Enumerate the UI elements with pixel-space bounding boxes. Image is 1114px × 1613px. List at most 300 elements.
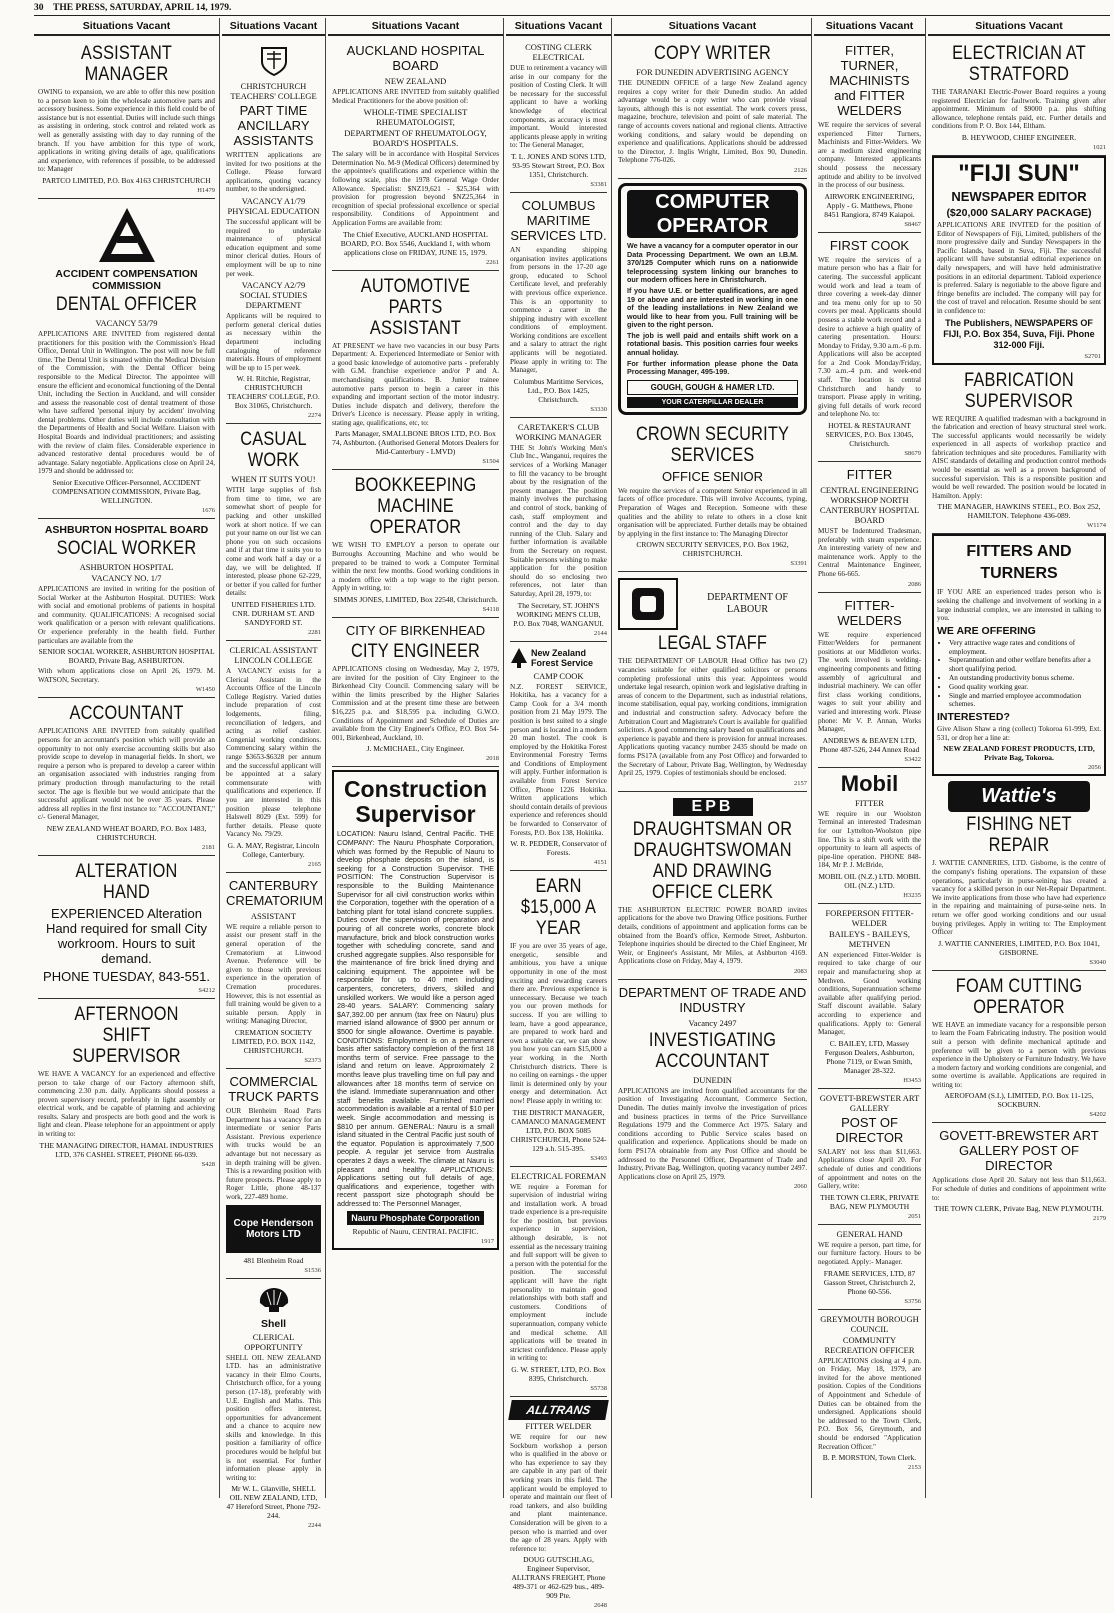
ad-greymouth xyxy=(818,1310,921,1476)
ad-ref: 2051 xyxy=(908,1212,921,1220)
ad-title: "FIJI SUN" xyxy=(958,159,1080,187)
ad-bookkeeping xyxy=(332,470,499,618)
shell-icon xyxy=(226,1286,321,1314)
ad-body: OWING to expansion, we are able to offer this new position to a person keen to join the wholesale automotive parts and accessory business. Some experience in this field could be of assistance but is not essential. Duties will include such things as assisting in ordering, stock control and related work as well as generally assisting with day to day running of the branch. If you have ambition for this type of work, applications in writing giving details of age, qualifications and experience, with references if possible, to be addressed to: Manager xyxy=(38,88,215,174)
ad-title: AFTERNOON SHIFT SUPERVISOR xyxy=(72,1003,181,1067)
ad-body: The job is well paid and entails shift work on a rotational basis. This position carries four weeks annual holiday. xyxy=(627,330,798,358)
ad-vacancy: VACANCY A2/79 SOCIAL STUDIES DEPARTMENT xyxy=(239,280,308,311)
ad-subtitle: OFFICE SENIOR xyxy=(661,468,764,484)
ad-construction-supervisor xyxy=(332,770,499,1249)
ad-body: WRITTEN applications are invited for two positions at the College. Please forward applications, quoting vacancy number, to the undersigned. xyxy=(226,151,321,194)
ad-alteration-hand xyxy=(38,856,215,999)
ad-draughtsman xyxy=(618,792,807,980)
epb-logo: EPB xyxy=(673,798,753,816)
ad-body: APPLICATIONS are invited from qualified accountants for the position of Investigating Accountant, Commerce Section, Dunedin. The duties mainly involve the investigation of prices and business practices in terms of the Price Surveillance Regulations 1979 and the Commerce Act 1975. Salary and conditions according to Public Service scales based on qualification and experience. Applications should be made on form PS17A obtainable from any Post Office and should be addressed to the Personnel Officer, Department of Trade and Industry, Private Bag, Wellington, quoting vacancy number 2497. Applications close on April 25, 1979. xyxy=(618,1086,807,1181)
ad-body: APPLICATIONS ARE INVITED from suitably qualified Medical Practitioners for the above position of: xyxy=(332,88,499,105)
ad-title: CAMP COOK xyxy=(533,670,584,681)
labour-header xyxy=(618,578,807,630)
ad-title: GENERAL HAND xyxy=(836,1228,903,1239)
ad-ref: 2165 xyxy=(308,860,321,868)
ad-title: ASSISTANT MANAGER xyxy=(80,43,173,85)
column-4 xyxy=(506,18,612,1610)
ad-title: FISHING NET REPAIR xyxy=(966,814,1072,857)
ad-address: FRAME SERVICES, LTD, 87 Gasson Street, Christchurch 2, Phone 60-556. xyxy=(823,1268,916,1296)
ad-costing-clerk xyxy=(510,38,607,193)
ad-ref: 1676 xyxy=(202,507,215,515)
ad-body: APPLICATIONS closing at 4 p.m. on Friday, May 18, 1979, are invited for the above mentioned position. Copies of the Conditions of Appointment and Schedule of Duties can be obtained from the undersigned. Applications should be addressed to the Town Clerk, P.O. Box 56, Greymouth, and should be endorsed "Application Recreation Officer." xyxy=(818,1356,921,1451)
ad-wattie xyxy=(932,776,1106,970)
ad-body: WE require a person, part time, for our furniture factory. Hours to be negotiated. Apply:- Manager. xyxy=(818,1240,921,1266)
section-heading: Situations Vacant xyxy=(506,18,611,36)
ad-title: FOREPERSON FITTER-WELDER xyxy=(825,907,914,928)
ad-body: The salary will be in accordance with Hospital Services Determination No. M-9 (Medical Officers) determined by the appointee's qualifications and experience within the following scale, plus the 1978 General Wage Order Allowance. Specialist: $NZ19,621 - $25,364 with provision for progression beyond $NZ25,364 in recognition of special professional excellence or special responsibility. Conditions of Appointment and Application Forms are available from: xyxy=(332,150,499,227)
watties-logo: Wattie's xyxy=(948,781,1090,812)
ad-org: CHRISTCHURCH TEACHERS' COLLEGE xyxy=(230,81,317,101)
ad-truck-parts xyxy=(226,1069,321,1279)
ad-body: WE require experienced Fitter/Welders for permanent positions at our Middleton works. The work involved is welding-engineering components and fitting assembly of agricultural and industrial machinery. We can offer first class working conditions, wages to suit your ability and varied and interesting work. Please phone: Mr V. P. Annan, Works Manager, xyxy=(818,630,921,734)
ad-govett-brewster xyxy=(932,1123,1106,1226)
ad-org: BAILEYS - BAILEYS, METHVEN xyxy=(829,928,910,949)
ad-club-manager xyxy=(510,418,607,642)
ad-earn-15000 xyxy=(510,871,607,1166)
mobil-logo: Mobil xyxy=(840,770,899,796)
forest-service-logo xyxy=(510,647,607,669)
ad-alltrans xyxy=(510,1397,607,1613)
ad-title: ACCOUNTANT xyxy=(69,703,184,725)
ad-title: CASUAL WORK xyxy=(240,429,307,472)
ad-first-cook xyxy=(818,233,921,462)
ad-title: CITY ENGINEER xyxy=(350,641,481,663)
ad-title: COMMUNITY RECREATION OFFICER xyxy=(824,1334,915,1355)
ad-address: Mr W. L. Glanville, SHELL OIL NEW ZEALAND, LTD, 47 Hereford Street, Phone 792-244. xyxy=(226,1484,321,1521)
ad-title: INVESTIGATING ACCOUNTANT xyxy=(648,1029,777,1072)
ad-address: G. A. MAY, Registrar, Lincoln College, Canterbury. xyxy=(227,840,320,859)
ad-body: OUR Blenheim Road Parts Department has a vacancy for an intermediate or senior Parts Assistant. Previous experience with trucks would be an advantage but not necessary as in depth training will be given. This is a rewarding position with future prospects. Please apply to Roger Little, phone 48-137 work, 227-489 home. xyxy=(226,1107,321,1201)
ad-auckland-hospital xyxy=(332,38,499,271)
ad-signature: B. HEYWOOD, CHIEF ENGINEER. xyxy=(961,132,1077,142)
section-heading: Situations Vacant xyxy=(614,18,811,36)
ad-address: THE MANAGER, HAWKINS STEEL, P.O. Box 252, HAMILTON. Telephone 436-089. xyxy=(937,502,1101,521)
ad-address: THE TOWN CLERK, PRIVATE BAG, NEW PLYMOUTH xyxy=(820,1192,919,1211)
benefit-list xyxy=(937,639,1101,709)
college-crest-icon xyxy=(226,45,321,77)
ad-address: ANDREWS & BEAVEN LTD, Phone 487-526, 244 Annex Road xyxy=(819,735,920,754)
ad-dental-officer xyxy=(38,199,215,519)
ad-title: COMPUTER OPERATOR xyxy=(627,190,798,238)
ad-org: GREYMOUTH BOROUGH COUNCIL xyxy=(820,1313,919,1334)
ad-subtitle: FOR DUNEDIN ADVERTISING AGENCY xyxy=(636,67,789,77)
ad-body: WE WISH TO EMPLOY a person to operate our Burroughs Accounting Machine and who would be prepared to be trained to work a Computer Terminal within the next few months. Good working conditions in a modern office with a top wage to the right person. Apply in writing, to: xyxy=(332,541,499,593)
ad-ref: H1479 xyxy=(197,186,215,194)
ad-body: WE require the services of several experienced Fitter Turners, Machinists and Fitter-Welders. We are a medium sized engineering company. Interested applicants should possess the necessary aptitude and ability to be involved in the process of our business. xyxy=(818,121,921,190)
ad-address: T. L. JONES AND SONS LTD, 93-95 Stewart Street, P.O. Box 1351, Christchurch. xyxy=(510,151,606,179)
ad-address: SIMMS JONES, LIMITED, Box 22548, Christchurch. xyxy=(333,595,498,605)
ad-body: Applicants will be required to perform general clerical duties as necessary within the department including cataloguing of reference materials. Hours of employment will be up to 15 per week. xyxy=(226,312,321,372)
ad-address: Parts Manager, SMALLBONE BROS LTD, P.O. Box 74, Ashburton. (Authorised General Motors Dealers for Mid-Canterbury - LMVD) xyxy=(332,429,499,457)
ad-title: COMMERCIAL TRUCK PARTS xyxy=(228,1074,319,1104)
ad-body: WE require in our Woolston Terminal an interested Tradesman for our Lyttelton-Woolston pipe line. This is a shift work with the opportunity to learn all aspects of pipe-line operation. PHONE 848-184, Mr P. J. McBride, xyxy=(818,809,921,870)
column-7 xyxy=(928,18,1110,1498)
ad-ref: 2056 xyxy=(1088,764,1101,772)
ad-fabrication-supervisor xyxy=(932,365,1106,535)
ad-org: GOVETT-BREWSTER ART GALLERY xyxy=(819,1092,920,1113)
ad-body: Applications close April 20. Salary not less than $11,663. For schedule of duties and conditions of appointment write to: xyxy=(932,1176,1106,1202)
ad-address: The Secretary, ST. JOHN'S WORKING MEN'S CLUB, P.O. Box 7048, WANGANUI. xyxy=(513,600,604,628)
ad-ref: H3235 xyxy=(903,891,921,899)
ad-body: THE ASHBURTON ELECTRIC POWER BOARD invites applications for the above two Drawing Office positions. Further details, conditions of appointment and application forms can be obtained from the Board's office, Kermode Street, Ashburton. Telephone inquiries should be directed to the Chief Engineer, Mr Weir, or Engineer's Assistant, Mr Miles, at Ashburton 4169. Applications close on Friday, May 4, 1979. xyxy=(618,905,807,966)
ad-crematorium xyxy=(226,873,324,1069)
ad-body: IF YOU ARE an experienced trades person who is seeking the challenge and involvement of working in a large industrial complex, we are interested in talking to you. xyxy=(937,588,1101,623)
ad-title: FITTER WELDER xyxy=(525,1420,592,1431)
ad-vacancy: Vacancy 2497 xyxy=(688,1017,737,1028)
ad-ref: 4151 xyxy=(594,859,607,867)
ad-body: AN experienced Fitter-Welder is required to take charge of our repair and manufacturing shop at Methven. Good working conditions, Superannuation scheme available after qualifying period. Staff discount available. Salary according to experience and qualifications. Apply to: General Manager, xyxy=(818,950,921,1037)
ad-ref: S3391 xyxy=(790,560,807,568)
ad-legal-staff xyxy=(618,572,807,791)
ad-title: FITTER, TURNER, MACHINISTS and FITTER WELDERS xyxy=(829,43,910,118)
ad-body: APPLICATIONS ARE INVITED from suitably qualified persons for an accountant's position which will provide an opportunity to not only exercise accounting skills but also provide scope to develop in managerial fields. In short, we require a person who is prepared to develop a career within an organisation associated with industries ranging from primary production through manufacturing to the retail sector. The age is flexible but we would anticipate that the successful applicant would not be over 35 years. Please address all replies in the first instance to: "ACCOUNTANT," c/- General Manager, xyxy=(38,727,215,822)
ad-body: The successful applicant will be required to undertake maintenance of physical education equipment and some minor clerical duties. Hours of employment will be up to nine per week. xyxy=(226,217,321,278)
ad-ref: S3330 xyxy=(590,405,607,413)
ad-title: BOOKKEEPING MACHINE OPERATOR xyxy=(354,475,477,539)
ad-body: THE DUNEDIN OFFICE of a large New Zealand agency requires a copy writer for their Dunedin studio. An added advantage would be a copy writer who can provide visual layouts, although this is not essential. The work covers press, magazine, brochure, television and point of sale material. The range of accounts covers national and regional clients. Attractive working conditions, and salary would be depending on experience and qualifications. Applications should be addressed to the Director, J. Inglis Wright, Limited, Box 90, Dunedin. Telephone 776-026. xyxy=(618,79,807,165)
ad-ref: S2701 xyxy=(1084,352,1101,360)
ad-city-engineer xyxy=(332,618,499,767)
ad-ref: S3040 xyxy=(1089,958,1106,966)
ad-title: COLUMBUS MARITIME SERVICES LTD. xyxy=(510,197,607,243)
ad-ref: W1174 xyxy=(1087,522,1106,530)
ad-body: We have a vacancy for a computer operator in our Data Processing Department. We own an I.B.M. 370/125 Computer which runs on a nationwide teleprocessing system linking our branches to our modern offices here in Christchurch. xyxy=(627,240,798,285)
ad-investigating-accountant xyxy=(618,980,807,1195)
ad-title: DRAUGHTSMAN OR DRAUGHTSWOMAN AND DRAWING OFFICE CLERK xyxy=(632,818,793,903)
ad-address: PARTCO LIMITED, P.O. Box 4163 CHRISTCHURCH xyxy=(42,175,211,185)
ad-ref: 2281 xyxy=(308,629,321,636)
ad-lincoln-clerical xyxy=(226,641,321,873)
ad-subtitle: WHEN IT SUITS YOU! xyxy=(231,474,316,485)
ad-casual-work xyxy=(226,424,321,641)
ad-subtitle: NEW ZEALAND xyxy=(384,76,447,86)
ad-body: THE TARANAKI Electric-Power Board requires a young registered Electrician for faultwork. Training given after appointment. Minimum of $9000 p.a. plus shifting allowance, telephone rentals paid, etc. Further details and conditions from P. O. Box 144, Eltham. xyxy=(932,88,1106,131)
ad-title: FIRST COOK xyxy=(829,237,910,253)
ad-signature: W. R. PEDDER, Conservator of Forests. xyxy=(510,839,607,858)
ad-body: J. WATTIE CANNERIES, LTD. Gisborne, is the centre of the company's fishing operations. The expansion of these operations, particularly in purse-seining has created a vacancy for a skilled person in our Net-Repair Department. We invite applications from those who have had experience in the repairing and maintaining of purse-seine nets. In return we offer good working conditions and our usual buying privileges. Apply in writing to: The Employment Officer xyxy=(932,859,1106,937)
ad-computer-operator xyxy=(618,183,807,415)
ad-address: HOTEL & RESTAURANT SERVICES, P.O. Box 13045, Christchurch. xyxy=(825,421,914,449)
dealer-logo xyxy=(226,1205,321,1253)
ad-title: CANTERBURY CREMATORIUM xyxy=(226,877,324,908)
ad-body: If you have U.E. or better qualifications, are aged 19 or above and are interested in working in one of the leading installations in New Zealand we would like to hear from you. Full training will be given to the right person. xyxy=(627,285,798,330)
ad-interested: INTERESTED? xyxy=(937,711,1010,724)
ad-salary: ($20,000 SALARY PACKAGE) xyxy=(946,206,1092,219)
benefit-item: • An outstanding productivity bonus scheme. xyxy=(949,674,1101,683)
ad-ref: 2083 xyxy=(794,967,807,975)
ad-subtitle: ASHBURTON HOSPITAL xyxy=(79,562,174,573)
ad-address: DOUG GUTSCHLAG, Engineer Supervisor, ALLTRANS FREIGHT, Phone 489-371 or 462-629 bus., 489-909 Pte. xyxy=(511,1555,606,1601)
ad-body: AT PRESENT we have two vacancies in our busy Parts Department: A. Experienced Intermediate or Senior with a good basic knowledge of automotive parts - preferably with G.M. franchise experience and/or P and A. merchandising qualifications. B. Junior trainee automotive parts person to begin a career in this expanding and important section of the motor industry. Duties include dispatch and delivery, therefore the Driver's Licence is necessary. Please apply in writing, stating age, qualifications, etc, to: xyxy=(332,341,499,427)
ad-fitter-turner xyxy=(818,38,921,233)
column-3 xyxy=(328,18,504,1498)
ad-org: ACCIDENT COMPENSATION COMMISSION xyxy=(55,267,198,292)
column-5 xyxy=(614,18,812,1498)
ad-body: APPLICATIONS are invited in writing for the position of Social Worker at the Ashburton Hospital. DUTIES: Work with social and emotional problems of patients in hospital and community. QUALIFICATIONS: A recognised social work qualification or a person with relevant qualifications. Or experience preferably in the health field. Further particulars are available from the xyxy=(38,585,215,645)
ad-ref: 2086 xyxy=(908,580,921,588)
ad-fitters-turners xyxy=(932,534,1106,776)
ad-ref: 2144 xyxy=(594,629,607,637)
ad-ref: 2153 xyxy=(908,1464,921,1472)
ad-title: FITTERS AND TURNERS xyxy=(966,543,1072,583)
ad-electrical-foreman xyxy=(510,1167,607,1397)
ad-body: WE require for our new Sockburn workshop a person who is qualified in the above or who has experience to say they are capable in any part of their working years in this field. The applicant would be employed to operate and maintain our fleet of road tankers, and also building and plant maintenance. Consideration will be given to a person who is married and over the age of 28 years. Apply with reference to: xyxy=(510,1432,607,1553)
masthead xyxy=(34,3,1110,16)
ad-title: FOAM CUTTING OPERATOR xyxy=(955,975,1083,1018)
ad-ref: S3422 xyxy=(904,755,921,763)
ad-title: COPY WRITER xyxy=(654,43,771,64)
ad-ref: S428 xyxy=(201,1160,215,1168)
ad-govett-brewster-small xyxy=(818,1089,921,1225)
ad-body: WE REQUIRE A qualified tradesman with a background in the fabrication and erection of heavy structural steel work. The successful applicants would necessarily be widely experienced in all aspects of workshop practice and fabrication techniques and site procedures. Familiarity with AISC standards of detailing and production control methods would be essential as well as a proven background of successful supervision. This is a responsible position and would be well rewarded. The position would be located in Hamilton. Apply: xyxy=(932,414,1106,500)
ad-vacancy: VACANCY A1/79 PHYSICAL EDUCATION xyxy=(227,195,320,216)
ad-close: With whom applications close on April 26, 1979. M. WATSON, Secretary. xyxy=(38,667,215,684)
ad-address: C. BAILEY, LTD, Massey Ferguson Dealers, Ashburton, Phone 7119, or Ewan Smith, Manager 28-322. xyxy=(824,1038,915,1075)
ad-general-hand xyxy=(818,1225,921,1310)
ad-address: Senior Executive Officer-Personnel, ACCIDENT COMPENSATION COMMISSION, Private Bag, WELLINGTON. xyxy=(52,478,201,506)
ad-title: DENTAL OFFICER xyxy=(55,293,198,315)
ad-body: WE require a Foreman for supervision of industrial wiring and installation work. A broad trade experience is a pre-requisite for the position, but previous experience in supervision, although desirable, is not essential as the necessary training and full support will be given to a person with the potential for the position. The successful applicant will have the right personality to maintain good relationships with both staff and customers. Conditions of employment include superannuation, company vehicle and medical scheme. All applications will be treated in strictest confidence. Please apply in writing to: xyxy=(510,1182,608,1363)
ad-vacancy: VACANCY 53/79 xyxy=(95,317,158,328)
ad-ref: S8679 xyxy=(904,450,921,458)
ad-ref: S3756 xyxy=(904,1297,921,1305)
ad-body: WE require a reliable person to assist our present staff in the general operation of the Crematorium at Linwood Avenue. Preference will be given to those with previous experience in the operation of Cremation procedures. However, this is not essential as full training would be given to a suitable person. Apply in writing: Managing Director, xyxy=(226,922,321,1026)
ad-body: APPLICATIONS closing on Wednesday, May 2, 1979, are invited for the position of City Engineer to the Birkenhead City Council. Commencing salary will be within the limits prescribed by the Higher Salaries Commission and at the present time these are between $16,225 p.a. and $18,595 p.a. including G.W.O. Conditions of Appointment and Schedule of Duties are available from the City Engineer's Office, P.O. Box 54-001, Birkenhead, Auckland, 10. xyxy=(332,665,499,742)
section-heading: Situations Vacant xyxy=(928,18,1110,36)
page-number: 30 xyxy=(34,3,44,13)
ad-subtitle: ASSISTANT xyxy=(250,910,297,921)
ad-title: ALTERATION HAND xyxy=(75,860,178,903)
ad-ref: S8467 xyxy=(904,220,921,228)
ad-body: For further information please phone the Data Processing Manager, 495-199. xyxy=(627,358,798,377)
ad-mobil xyxy=(818,768,921,904)
ad-teachers-college xyxy=(226,38,321,424)
ad-ref: 2157 xyxy=(794,779,807,787)
ad-subtitle: DUNEDIN xyxy=(693,1074,732,1085)
ad-address: AIRWORK ENGINEERING, Apply - G. Matthews, Phone 8451 Rangiora, 8749 Kaiapoi. xyxy=(824,191,915,219)
ad-title: SOCIAL WORKER xyxy=(56,538,197,560)
ad-body: SHELL OIL NEW ZEALAND LTD. has an administrative vacancy in their Elmo Courts, Christchurch office, for a young person (17-18), preferably with U.E. English and Maths. This position offers interest, opportunities for advancement and a chance to acquire new skills and knowledge. In this position a familiarity of office procedures would be helpful but is not essential. For further information please apply in writing to: xyxy=(226,1353,321,1482)
dealer-logo-text: Cope Henderson Motors LTD xyxy=(233,1217,314,1240)
ad-ref: S3493 xyxy=(590,1154,607,1162)
ad-address: The Publishers, NEWSPAPERS OF FIJI, P.O. Box 354, Suva, Fiji. Phone 312-000 Fiji. xyxy=(943,317,1095,350)
labour-dept-icon xyxy=(618,578,678,630)
ad-signature: J. McMICHAEL, City Engineer. xyxy=(366,744,465,754)
ad-body: APPLICATIONS ARE INVITED from registered dental practitioners for this position with the Commission's Head Office, Dental Unit in Wellington. The post will now be full time. The Dental Unit is situated within the Medical Division of the Commission, with the Dental Officer being responsible to the Medical Director. The appointee will ensure the efficient and economical functioning of the Dental Unit, including the Section in Auckland, and will consider and assess the reasonable cost of dental treatment of those who have suffered 'personal injury by accident' involving dental problems. Other duties will include consultation with the Departments of Health and Social Welfare. Liaison with Hospital Boards and individual practitioners; and assisting with the review of claim files. Considerable experience in advanced restorative dental procedures would be of advantage. Salary negotiable. Applications close on April 24, 1979 and should be addressed to: xyxy=(38,329,215,476)
ad-ref: 2179 xyxy=(1093,1215,1106,1223)
ad-title: CLERICAL OPPORTUNITY xyxy=(244,1331,303,1352)
ad-address: MOBIL OIL (N.Z.) LTD. MOBIL OIL (N.Z.) LTD. xyxy=(818,871,921,890)
ad-address: J. WATTIE CANNERIES, LIMITED, P.O. Box 1041, GISBORNE. xyxy=(938,938,1100,957)
ad-title: FITTER-WELDERS xyxy=(837,597,902,628)
ad-address: CROWN SECURITY SERVICES, P.O. Box 1962, CHRISTCHURCH. xyxy=(636,540,789,559)
ad-title: CARETAKER'S CLUB WORKING MANAGER xyxy=(515,421,602,442)
ad-ref: 2261 xyxy=(486,258,499,266)
ad-address: UNITED FISHERIES LTD. CNR. DURHAM ST. AND SANDYFORD ST. xyxy=(231,600,316,627)
ad-title: LEGAL STAFF xyxy=(657,633,768,655)
ad-address: NEW ZEALAND FOREST PRODUCTS, LTD, Private Bag, Tokoroa. xyxy=(943,744,1095,763)
ad-address: The Chief Executive, AUCKLAND HOSPITAL BOARD, P.O. Box 5546, Auckland 1, with whom applications close on FRIDAY, JUNE 15, 1979. xyxy=(340,229,491,257)
ad-title: AUTOMOTIVE PARTS ASSISTANT xyxy=(360,275,471,339)
ad-address: Republic of Nauru, CENTRAL PACIFIC. xyxy=(352,1226,479,1236)
forest-service-text: New Zealand Forest Service xyxy=(531,647,594,668)
ad-ref: 2244 xyxy=(308,1522,321,1530)
ad-ref: S4202 xyxy=(1089,1111,1106,1119)
column-2 xyxy=(222,18,326,1530)
ad-ref: 2060 xyxy=(794,1183,807,1191)
ad-body: THE St John's Working Men's Club Inc., Wanganui, requires the services of a Working Manager to fill the vacancy to be brought about by the resignation of the present manager. The position mainly involves the purchasing and control of stock, banking of cash, staff employment and control and the day to day running of the Club. Salary and further information is available from the Secretary on request. Suitable persons wishing to make application for the position should do so enclosing two references, not later than Saturday, April 28, 1979, to: xyxy=(510,443,607,598)
section-heading: Situations Vacant xyxy=(222,18,325,36)
ad-body: WE HAVE A VACANCY for an experienced and effective person to take charge of our Factory afternoon shift, commencing 2.30 p.m. daily. Applicants should possess a proven supervisory record, preferably in light assembly or electrical work, and be capable of planning and achieving results. Salary and prospects are both good and the work is light and clean. Please telephone for an appointment or apply in writing to: xyxy=(38,1069,215,1139)
ad-title: PART TIME ANCILLARY ASSISTANTS xyxy=(233,103,314,148)
ad-subtitle: NEWSPAPER EDITOR xyxy=(951,188,1087,204)
ad-address: THE TOWN CLERK, Private Bag, NEW PLYMOUTH. xyxy=(934,1204,1104,1214)
ad-org: CENTRAL ENGINEERING WORKSHOP NORTH CANTERBURY HOSPITAL BOARD xyxy=(819,485,920,526)
ad-title: FITTER xyxy=(846,467,893,483)
ad-department: DEPARTMENT OF RHEUMATOLOGY, BOARD'S HOSPITALS. xyxy=(344,128,487,149)
ad-title: ELECTRICAL FOREMAN xyxy=(510,1170,607,1181)
ad-ref: S4118 xyxy=(482,606,499,614)
ad-title: GOVETT-BREWSTER ART GALLERY POST OF DIRECTOR xyxy=(939,1128,1099,1174)
ad-signature: B. P. MORSTON, Town Clerk. xyxy=(822,1453,917,1463)
ad-body: THE DEPARTMENT OF LABOUR Head Office has two (2) vacancies suitable for either qualified solicitors or persons completing professional units this year. Appointees would undertake legal research, opinion work and legislative drafting in areas of concern to the Department, such as industrial relations, income stabilisation, equal pay, working conditions, immigration and industrial and construction safety. Advocacy before the Arbitration Court and Magistrate's Court is available for qualified solicitors. A good commencing salary based on qualifications and experience is payable and there is provision for annual increases. Applications quoting vacancy number 2435 should be made on forms PS17A (available from any Post Office) and forwarded to the Secretary of Labour, Private Bag, Wellington, by Wednesday April 25, 1979. Copies of testimonials should be enclosed. xyxy=(618,657,807,778)
ad-title: AUCKLAND HOSPITAL BOARD xyxy=(346,43,485,73)
benefit-item: • Very attractive wage rates and conditions of employment. xyxy=(949,639,1101,657)
ad-body: SALARY not less than $11,663. Applications close April 20. For schedule of duties and conditions of appointment and notes on the Gallery, write: xyxy=(818,1147,921,1191)
ad-offer-heading: WE ARE OFFERING xyxy=(937,624,1036,637)
ad-ref: 2018 xyxy=(486,755,499,763)
ad-org: DEPARTMENT OF LABOUR xyxy=(707,592,788,616)
acc-logo xyxy=(38,206,215,264)
ad-title: CROWN SECURITY SERVICES xyxy=(635,423,790,466)
ad-address: AEROFOAM (S.I.), LIMITED, P.O. Box 11-125, SOCKBURN. xyxy=(944,1091,1094,1110)
ad-social-worker xyxy=(38,519,215,698)
ad-body: WE require the services of a mature person who has a flair for catering. The successful applicant would work and lead a team of three covering a week-day dinner and tea menu only for up to 50 covers per meal. Applicants should possess a stable work record and a desire to achieve a high quality of catering presentation. Hours: Monday to Friday, 9.30 a.m.-6 p.m. Applications will also be accepted for a 2nd Cook Monday/Friday, 7.30 a.m.-4 p.m. and week-end staff. The location is central Christchurch and handy to transport. Please apply in writing, giving full details of work record and telephone No. to: xyxy=(818,255,921,419)
ad-electrician xyxy=(932,38,1106,156)
ad-copy-writer xyxy=(618,38,807,179)
ad-address: THE MANAGING DIRECTOR, HAMAL INDUSTRIES LTD, 376 CASHEL STREET, PHONE 66-039. xyxy=(39,1140,214,1159)
ad-ref: 2181 xyxy=(202,843,215,851)
ad-foam-cutting xyxy=(932,971,1106,1124)
column-1 xyxy=(34,18,220,1498)
ad-body: Give Alison Shaw a ring (collect) Tokoroa 61-999, Ext. 531, or drop her a line at: xyxy=(937,725,1101,742)
ad-ref: S4212 xyxy=(198,986,215,994)
ad-ref: S2373 xyxy=(304,1057,321,1064)
ad-address: CREMATION SOCIETY LIMITED, P.O. BOX 1142, CHRISTCHURCH. xyxy=(231,1028,316,1055)
ad-body: LOCATION: Nauru Island, Central Pacific. THE COMPANY: The Nauru Phosphate Corporation, which was formed by the Republic of Nauru to develop phosphate deposits on the island, is seeking for a Construction Supervisor. THE POSITION: The Construction Supervisor is responsible to the Building Maintenance Supervisor for all civil construction works within the Corporation, together with the operation of a batching plant for total island concrete supplies. Duties cover the supervision of preparation and pouring of all concrete works, concrete block manufacture, brick and block construction works together with scheduling concrete, sand and crushed aggregate supplies. Also responsible for the maintenance of fire brick lined drying and calcining equipment. The appointee will be responsible for up to 40 men including carpenters, concreters, drivers, skilled and unskilled workers. We would like a person aged 28-40 years. SALARY: Commencing salary $A7,392.00 per annum (tax free on Nauru) plus married island allowance of $900 per annum or $500 for single allowance. Overtime is payable. CONDITIONS: Employment is on a permanent basis after satisfactory completion of the first 18 months term of service. Free passage to the island and return on leave. Approximately 2 months leave plus travelling time on full pay and allowances after 18 months term of service on the island. Immediate superannuation and other staff benefits available. Furnished married accommodation is available at a rental of $10 per week. Single accommodation and messing is $810 per annum. GENERAL: Nauru is a small island situated in the Central Pacific just south of the equator. Population is approximately 7,500 people. A regular jet service from Australia operates 2 days a week. The climate at Nauru is pleasant and healthy. APPLICATIONS: Applications setting out full details of age, qualifications and experience, together with recent passport size photograph should be addressed to: The Personnel Manager, xyxy=(337,829,494,1208)
ad-ref: W1450 xyxy=(195,686,215,694)
ad-title: COSTING CLERK ELECTRICAL xyxy=(525,42,592,62)
ad-body: EXPERIENCED Alteration Hand required for small City workroom. Hours to suit demand. xyxy=(45,905,208,966)
section-heading: Situations Vacant xyxy=(814,18,925,36)
ad-columbus-maritime xyxy=(510,193,607,418)
benefit-item: • Superannuation and other welfare benefits after a short qualifying period. xyxy=(949,656,1101,674)
ad-title: CLERICAL ASSISTANT LINCOLN COLLEGE xyxy=(229,645,318,665)
ad-crown-security xyxy=(618,419,807,573)
shell-logo-text: Shell xyxy=(260,1317,287,1330)
ad-body: We require the services of a competent Senior experienced in all facets of office procedure. This will involve Accounts, typing, Preparation of Wages and Reception. Someone with these qualities and the ability to relate to others in a close knit organisation will be appreciated. Further details may be obtained by applying in the first instance to: The Managing Director xyxy=(618,486,807,538)
ad-automotive-parts xyxy=(332,271,499,471)
ad-body: MUST be Indentured Tradesman, preferably with steam experience. An interesting variety of new and maintenance work. Apply to the Central Maintenance Engineer, Phone 66-665. xyxy=(818,527,921,578)
ad-ref: 2126 xyxy=(794,166,807,174)
section-heading: Situations Vacant xyxy=(34,18,219,36)
ad-address: THE DISTRICT MANAGER, CAMANCO MANAGEMENT LTD, P.O. BOX 5085 CHRISTCHURCH, Phone 524-129 a.h. 515-395. xyxy=(510,1107,607,1153)
ad-ref: 2648 xyxy=(594,1602,607,1610)
ad-ref: 2274 xyxy=(308,412,321,420)
ad-address: 481 Blenheim Road xyxy=(243,1255,304,1265)
ad-body: IF you are over 35 years of age, energetic, sensible and ambitious, you have a unique opportunity in one of the most exciting and rewarding careers there are. Previous experience is unnecessary. Because we teach you our proven methods for success. If you are willing to learn, have a good appearance, are prepared to work hard and own a suitable car, we can show you how you can earn $15,000 a year working in the North Christchurch districts. There is no ceiling on earnings - the upper limit is determined only by your energy and determination. Act now! Please apply in writing to: xyxy=(510,942,607,1105)
ad-title: FABRICATION SUPERVISOR xyxy=(964,369,1074,412)
ad-address: W. H. Ritchie, Registrar, CHRISTCHURCH TEACHERS' COLLEGE, P.O. Box 31065, Christchurch. xyxy=(227,374,320,411)
tree-icon xyxy=(510,647,528,669)
ad-address: SENIOR SOCIAL WORKER, ASHBURTON HOSPITAL BOARD, Private Bag, ASHBURTON. xyxy=(38,647,215,666)
ad-accountant xyxy=(38,698,215,856)
benefit-item: • Single and married employee accommodation schemes. xyxy=(949,692,1101,710)
ad-subtitle: FITTER xyxy=(855,797,884,808)
ad-title: POST OF DIRECTOR xyxy=(835,1114,904,1145)
ad-ref: 1917 xyxy=(481,1237,494,1245)
alltrans-logo: ALLTRANS xyxy=(508,1400,609,1420)
ad-org: CITY OF BIRKENHEAD xyxy=(345,623,486,639)
ad-shell xyxy=(226,1279,321,1534)
ad-address: Columbus Maritime Services, Ltd., P.O. Box 1425, Christchurch. xyxy=(513,376,604,404)
ad-ref: S1536 xyxy=(304,1266,321,1274)
ad-body: WE HAVE an immediate vacancy for a responsible person to learn the Foam Fabricating industry. The position would suit a person with definite mechanical aptitude and preference will be given to a person with previous experience in the Upholstery or Furniture Industry. We have a modern factory and working conditions are congenial, and some overtime is available. Applications are required in writing to: xyxy=(932,1020,1106,1089)
gough-logo: GOUGH, GOUGH & HAMER LTD. xyxy=(627,380,798,395)
ad-body: A VACANCY exists for a Clerical Assistant in the Accounts Office of the Lincoln College Registry. Varied duties include preparation of cost lodgements, filing, reconciliation of ledgers, and acting as relief cashier. Congenial working conditions. Commencing salary within the range $3653-$6328 per annum and the successful applicant will be appointed at a salary commensurate with qualifications and experience. If you are interested in this position please telephone Halswell 8029 (Ext. 599) for further details. Please quote Vacancy No. 79/29. xyxy=(226,667,321,839)
ad-body: N.Z. FOREST SERVICE, Hokitika, has a vacancy for a Camp Cook for a 3/4 month position from 21 May 1979. The position is best suited to a single person and is located in a modern 20 man hostel. The cook is employed by the Hokitika Forest Environmental Forestry Terms and Conditions of Employment will apply. Further information is available from Forest Service Office, Phone 1226 Hokitika. Written applications which should contain details of previous experience and references should be forwarded to Conservator of Forests, P.O. Box 138, Hokitika. xyxy=(510,682,608,837)
benefit-item: • Good quality working gear. xyxy=(949,683,1101,692)
ad-title: EARN $15,000 A YEAR xyxy=(520,876,597,940)
ad-ref: H3453 xyxy=(903,1076,921,1084)
ad-ref: S1504 xyxy=(482,458,499,466)
ad-camp-cook xyxy=(510,642,607,872)
ad-address: G. W. STREET, LTD, P.O. Box 8395, Christchurch. xyxy=(511,1364,606,1383)
ad-fitter xyxy=(818,462,921,593)
section-heading: Situations Vacant xyxy=(328,18,503,36)
ad-org: ASHBURTON HOSPITAL BOARD xyxy=(44,524,209,537)
ad-afternoon-shift xyxy=(38,999,215,1172)
paper-date: THE PRESS, SATURDAY, APRIL 14, 1979. xyxy=(53,3,232,13)
ad-title: Construction Supervisor xyxy=(343,776,488,828)
ad-foreperson xyxy=(818,904,921,1089)
ad-phone: PHONE TUESDAY, 843-551. xyxy=(43,968,210,984)
ad-ref: 1021 xyxy=(1093,143,1106,151)
ad-body: APPLICATIONS ARE INVITED for the position of Editor of Newspapers of Fiji, Limited, publishers of the more progressive daily and Sunday Newspapers in the Pacific Islands, based in Suva, Fiji. The successful applicant will have substantial editorial experience on daily newspapers, and will have held administrative positions in an editorial department. Tabloid experience is preferred. Salary is negotiable to the above figure and fringe benefits are included. The company will pay for the cost of travel and relocation. Resume should be sent in confidence to: xyxy=(937,220,1101,315)
ad-fiji-sun xyxy=(932,156,1106,365)
ad-assistant-manager xyxy=(38,38,215,199)
column-6 xyxy=(814,18,926,1498)
ad-body: AN expanding shipping organisation invites applications from persons in the 17-20 age group, educated to School Certificate level, and preferably with previous office experience. This is an opportunity to commence a career in the shipping industry with excellent conditions of employment. Working conditions are excellent and a salary to attract the right applicants will be negotiated. Please apply in writing to: The Manager, xyxy=(510,245,607,375)
ad-ref: S3381 xyxy=(590,180,607,188)
ad-address: NEW ZEALAND WHEAT BOARD, P.O. Box 1483, CHRISTCHURCH. xyxy=(46,823,207,842)
ad-ref: S5738 xyxy=(590,1384,607,1392)
ad-vacancy: VACANCY NO. 1/7 xyxy=(91,573,162,584)
ad-fitter-welders xyxy=(818,593,921,768)
caterpillar-logo: YOUR CATERPILLAR DEALER xyxy=(627,397,798,408)
ad-body: DUE to retirement a vacancy will arise in our company for the position of Costing Clerk. It will be necessary for the successful applicant to have a working knowledge of electrical components, as accuracy is most important. Would interested applicants please apply in writing to: The General Manager, xyxy=(510,64,607,150)
ad-org: DEPARTMENT OF TRADE AND INDUSTRY xyxy=(618,984,807,1015)
ad-position: WHOLE-TIME SPECIALIST RHEUMATOLOGIST, xyxy=(363,107,468,128)
ad-title: ELECTRICIAN AT STRATFORD xyxy=(952,43,1086,85)
nauru-logo: Nauru Phosphate Corporation xyxy=(347,1211,484,1225)
ad-body: WITH large supplies of fish from time to time, we are somewhat short of people for packing and other unskilled work at short notice. If we can put your name on our list we can phone you on such occasions and if at that time it suits you to come and work half a day or a day, we will be delighted. If interested, please phone 62-229, or better if you called for further details: xyxy=(226,486,321,598)
